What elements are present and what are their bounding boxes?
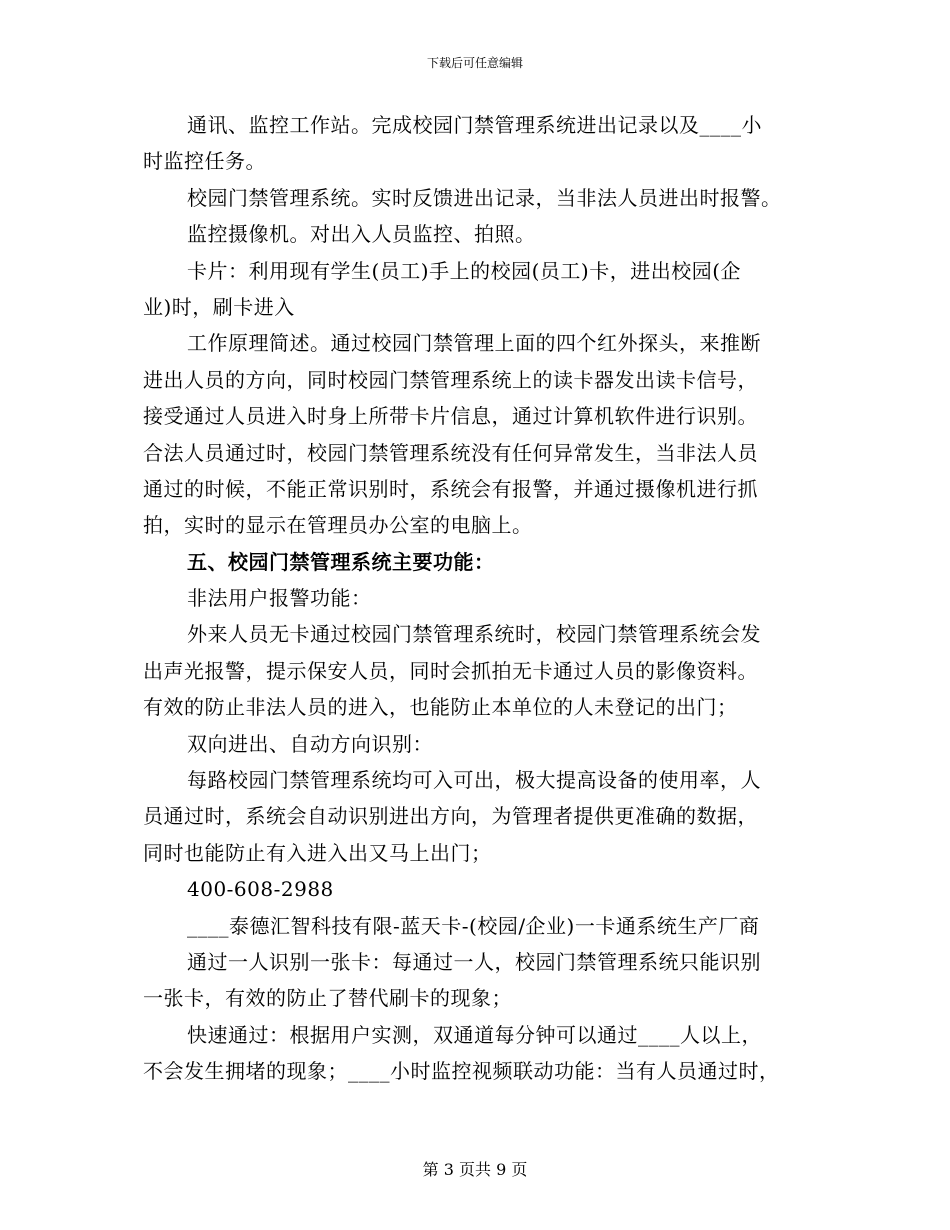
paragraph-line: 员通过时，系统会自动识别进出方向，为管理者提供更准确的数据，	[143, 804, 758, 829]
page-header: 下载后可任意编辑	[426, 56, 523, 70]
paragraph-line: 通讯、监控工作站。完成校园门禁管理系统进出记录以及____小	[187, 113, 762, 137]
paragraph-line: 出声光报警，提示保安人员，同时会抓拍无卡通过人员的影像资料。	[143, 658, 758, 683]
paragraph-line: 通过一人识别一张卡：每通过一人，校园门禁管理系统只能识别	[187, 949, 761, 974]
paragraph-line: 接受通过人员进入时身上所带卡片信息，通过计算机软件进行识别。	[143, 404, 758, 429]
paragraph-line: 400-608-2988	[187, 877, 334, 902]
paragraph-line: 工作原理简述。通过校园门禁管理上面的四个红外探头，来推断	[187, 331, 761, 356]
paragraph-line: 不会发生拥堵的现象；____小时监控视频联动功能：当有人员通过时，	[143, 1059, 780, 1084]
paragraph-line: 外来人员无卡通过校园门禁管理系统时，校园门禁管理系统会发	[187, 622, 761, 647]
paragraph-line: 业)时，刷卡进入	[143, 294, 295, 319]
document-body	[143, 107, 823, 1090]
paragraph-line: 非法用户报警功能：	[187, 586, 372, 611]
paragraph-line: 卡片：利用现有学生(员工)手上的校园(员工)卡，进出校园(企	[187, 258, 742, 283]
section-heading: 五、校园门禁管理系统主要功能：	[187, 549, 495, 574]
paragraph-line: ____泰德汇智科技有限-蓝天卡-(校园/企业)一卡通系统生产厂商	[187, 913, 760, 938]
paragraph-line: 快速通过：根据用户实测，双通道每分钟可以通过____人以上，	[187, 1022, 762, 1047]
paragraph-line: 通过的时候，不能正常识别时，系统会有报警，并通过摄像机进行抓	[143, 476, 758, 501]
paragraph-line: 一张卡，有效的防止了替代刷卡的现象；	[143, 986, 512, 1011]
paragraph-line: 监控摄像机。对出入人员监控、拍照。	[187, 222, 536, 247]
paragraph-line: 时监控任务。	[143, 149, 266, 174]
paragraph-line: 每路校园门禁管理系统均可入可出，极大提高设备的使用率，人	[187, 768, 761, 793]
paragraph-line: 拍，实时的显示在管理员办公室的电脑上。	[143, 513, 533, 538]
paragraph-line: 进出人员的方向，同时校园门禁管理系统上的读卡器发出读卡信号，	[143, 367, 758, 392]
paragraph-line: 双向进出、自动方向识别：	[187, 731, 433, 756]
paragraph-line: 有效的防止非法人员的进入，也能防止本单位的人未登记的出门；	[143, 695, 738, 720]
page-footer: 第 3 页共 9 页	[422, 1160, 528, 1179]
paragraph-line: 合法人员通过时，校园门禁管理系统没有任何异常发生，当非法人员	[143, 440, 758, 465]
paragraph-line: 同时也能防止有入进入出又马上出门；	[143, 840, 492, 865]
paragraph-line: 校园门禁管理系统。实时反馈进出记录，当非法人员进出时报警。	[187, 185, 782, 210]
